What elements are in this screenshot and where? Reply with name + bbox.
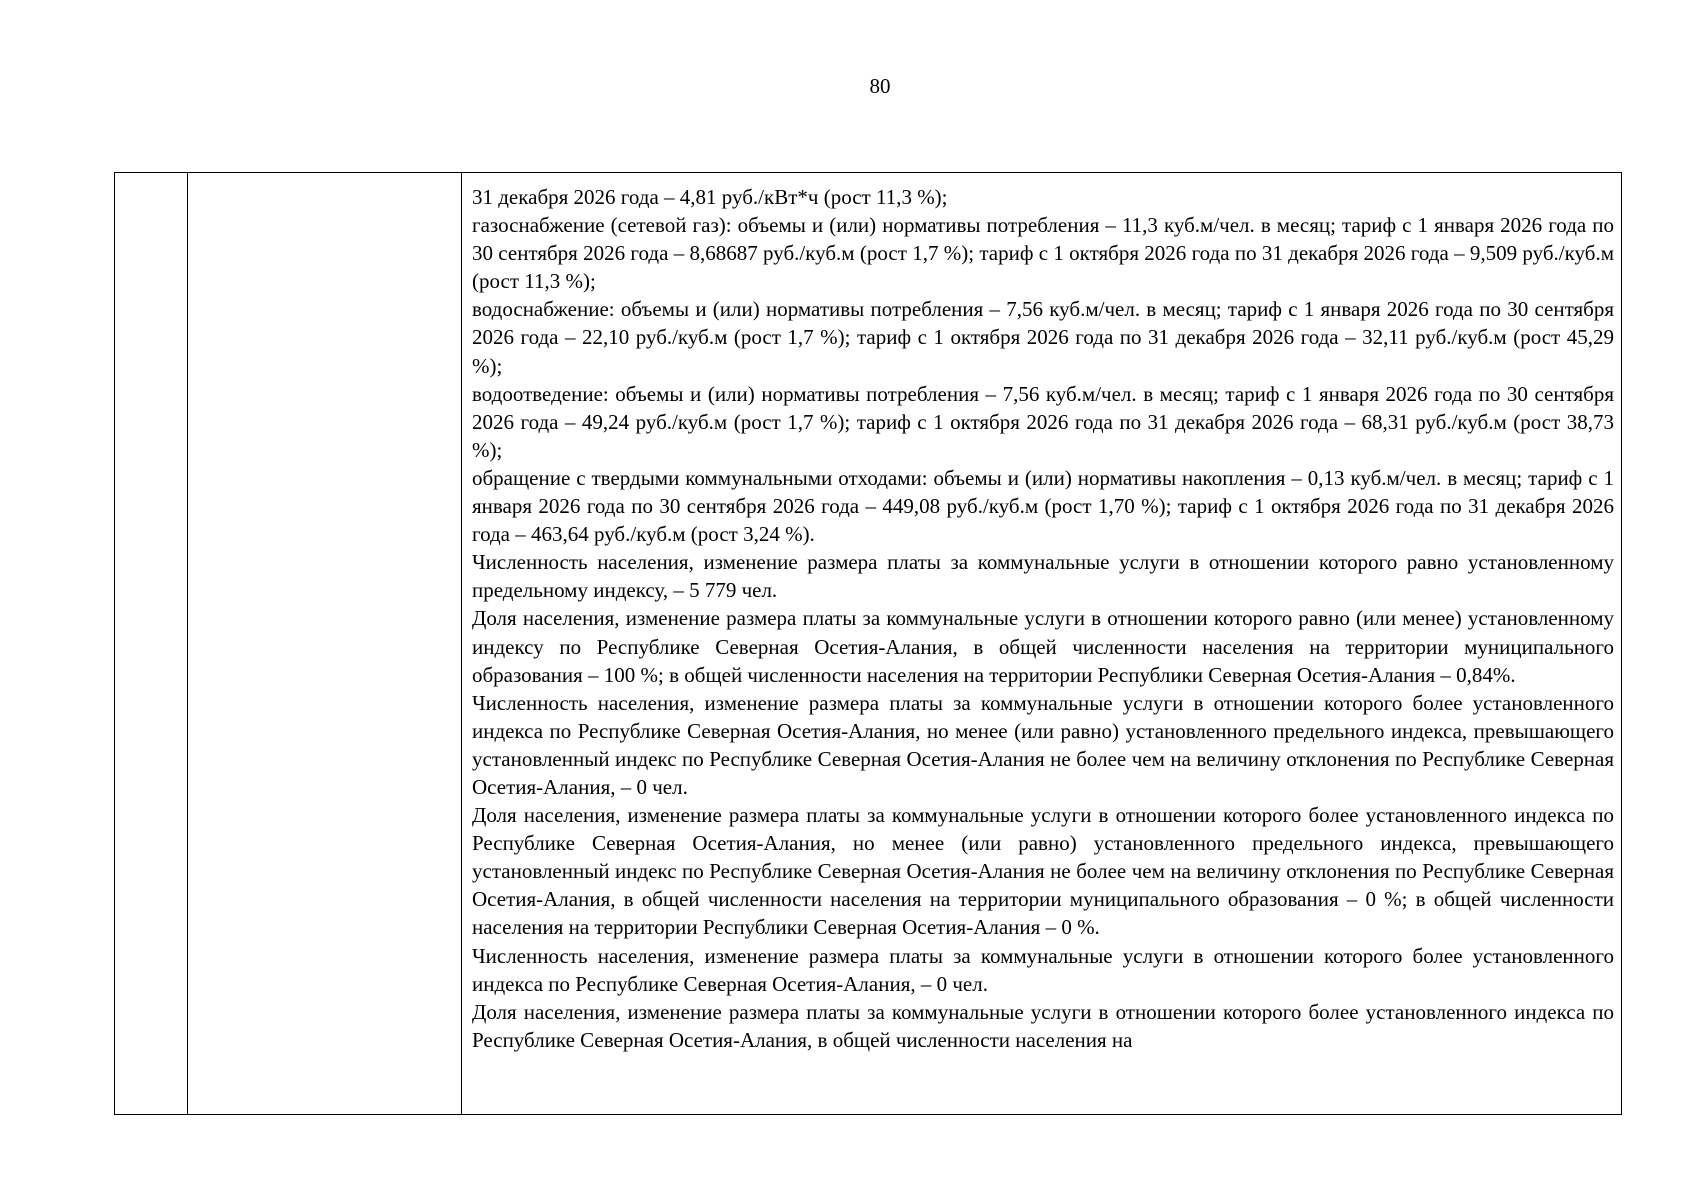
paragraph-share-above-index-within-limit: Доля населения, изменение размера платы за коммунальные услуги в отношении которого более установленного индекса по Республике Северная Осетия-Алания, но менее (или равно) установленного предельного индекса, превышающего установленный индекс по Республике Северная Осетия-Алания не более чем на величину отклонения по Республике Северная Осетия-Алания, в общей численности населения на территории муниципального образования – 0 %; в общей численности населения на территории Республики Северная Осетия-Алания – 0 %. xyxy=(472,803,1614,940)
paragraph-population-above-index-within-limit: Численность населения, изменение размера платы за коммунальные услуги в отношении которого более установленного индекса по Республике Северная Осетия-Алания, но менее (или равно) установленного предельного индекса, превышающего установленный индекс по Республике Северная Осетия-Алания не более чем на величину отклонения по Республике Северная Осетия-Алания, – 0 чел. xyxy=(472,690,1614,799)
document-table xyxy=(114,172,1622,1115)
paragraph-electricity-end: 31 декабря 2026 года – 4,81 руб./кВт*ч (рост 11,3 %); xyxy=(472,185,948,209)
column-divider-2 xyxy=(461,173,462,1114)
column-divider-1 xyxy=(187,173,188,1114)
paragraph-share-equal-index: Доля населения, изменение размера платы за коммунальные услуги в отношении которого равно (или менее) установленному индексу по Республике Северная Осетия-Алания, в общей численности населения на территории муниципального образования – 100 %; в общей численности населения на территории Республики Северная Осетия-Алания – 0,84%. xyxy=(472,606,1614,687)
paragraph-population-above-index: Численность населения, изменение размера платы за коммунальные услуги в отношении которого более установленного индекса по Республике Северная Осетия-Алания, – 0 чел. xyxy=(472,943,1614,996)
paragraph-share-above-index: Доля населения, изменение размера платы за коммунальные услуги в отношении которого более установленного индекса по Республике Северная Осетия-Алания, в общей численности населения на xyxy=(472,999,1614,1052)
paragraph-population-equal-limit: Численность населения, изменение размера платы за коммунальные услуги в отношении которого равно установленному предельному индексу, – 5 779 чел. xyxy=(472,550,1614,603)
paragraph-gas-supply: газоснабжение (сетевой газ): объемы и (или) нормативы потребления – 11,3 куб.м/чел. в месяц; тариф с 1 января 2026 года по 30 сентября 2026 года – 8,68687 руб./куб.м (рост 1,7 %); тариф с 1 октября 2026 года по 31 декабря 2026 года – 9,509 руб./куб.м (рост 11,3 %); xyxy=(472,213,1614,294)
page-number: 80 xyxy=(869,74,891,98)
paragraph-solid-waste: обращение с твердыми коммунальными отходами: объемы и (или) нормативы накопления – 0,13 куб.м/чел. в месяц; тариф с 1 января 2026 года по 30 сентября 2026 года – 449,08 руб./куб.м (рост 1,70 %); тариф с 1 октября 2026 года по 31 декабря 2026 года – 463,64 руб./куб.м (рост 3,24 %). xyxy=(472,465,1614,547)
paragraph-water-disposal: водоотведение: объемы и (или) нормативы потребления – 7,56 куб.м/чел. в месяц; тариф с 1 января 2026 года по 30 сентября 2026 года – 49,24 руб./куб.м (рост 1,7 %); тариф с 1 октября 2026 года по 31 декабря 2026 года – 68,31 руб./куб.м (рост 38,73 %); xyxy=(472,381,1614,462)
table-cell-text xyxy=(472,183,1614,1054)
paragraph-water-supply: водоснабжение: объемы и (или) нормативы потребления – 7,56 куб.м/чел. в месяц; тариф с 1 января 2026 года по 30 сентября 2026 года – 22,10 руб./куб.м (рост 1,7 %); тариф с 1 октября 2026 года по 31 декабря 2026 года – 32,11 руб./куб.м (рост 45,29 %); xyxy=(472,297,1614,378)
